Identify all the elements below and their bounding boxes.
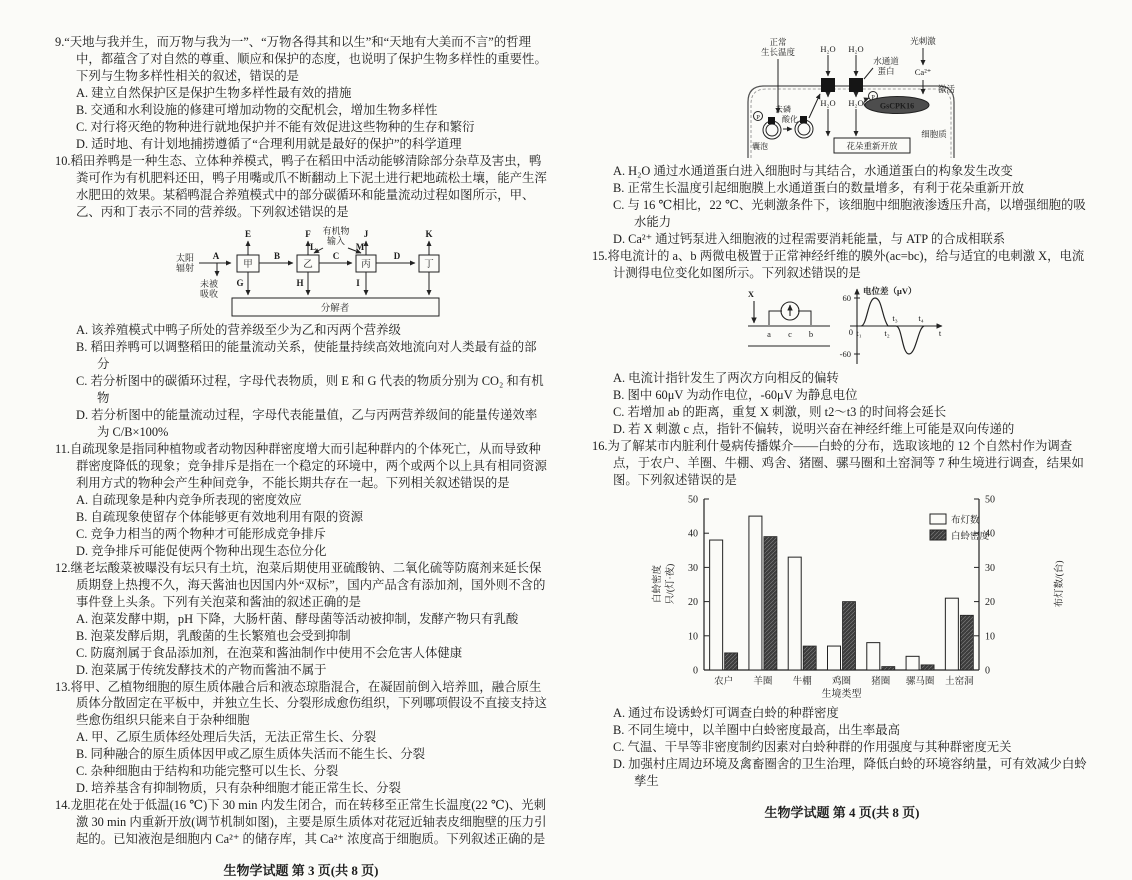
question-14-option-d: D. Ca²⁺ 通过钙泵进入细胞液的过程需要消耗能量，与 ATP 的合成相联系: [613, 231, 1006, 246]
svg-text:0: 0: [693, 665, 698, 677]
question-11: [55, 441, 547, 560]
activate-label: 激活: [938, 84, 956, 94]
arrow-label-L: L: [309, 241, 317, 252]
phosphate-icon-2: P: [871, 94, 875, 101]
decomposer-label: 分解者: [320, 303, 350, 314]
question-16-option-c: C. 气温、干旱等非密度制约因素对白蛉种群的作用强度与其种群密度无关: [613, 739, 1012, 754]
question-9-option-c: C. 对行将灭绝的物种进行就地保护并不能有效促进这些物种的生存和繁衍: [76, 119, 475, 134]
h2o-label-bottom-2: H₂O: [848, 98, 864, 108]
t4-label: t₄: [918, 312, 924, 323]
arrow-label-M: M: [355, 241, 365, 252]
question-9-option-d: D. 适时地、有计划地捕捞遵循了“合理利用就是最好的保护”的科学道理: [76, 136, 462, 151]
h2o-label-bottom-1: H₂O: [820, 98, 836, 108]
dephosphorylation-label-2: 酸化: [782, 115, 798, 124]
arrow-label-C: C: [332, 250, 340, 261]
question-9: [55, 34, 547, 153]
question-14: [55, 797, 547, 848]
question-10-stem: 10.稻田养鸭是一种生态、立体种养模式，鸭子在稻田中活动能够清除部分杂草及害虫，鸭粪可作为有机肥料还田，鸭子用嘴或爪不断翻动上下泥土进行耙地疏松土壤，能产生浑水肥田的效果。某稻鸭混合养殖模式中的部分碳循环和能量流动过程如图所示，甲、乙、丙和丁表示不同的营养级。下列叙述错误的是: [55, 153, 547, 219]
question-14-option-c: C. 与 16 ℃相比，22 ℃、光刺激条件下，该细胞中细胞液渗透压升高，以增强细胞的吸水能力: [613, 197, 1086, 229]
tick-neg-60: -60: [839, 348, 851, 359]
phosphate-icon-1: P: [756, 114, 760, 121]
t-axis-label: t: [938, 327, 942, 338]
potential-graph: [850, 289, 942, 364]
trophic-box-3-label: 丙: [361, 259, 371, 270]
arrow-label-B: B: [273, 250, 281, 261]
question-12-option-c: C. 防腐剂属于食品添加剂，在泡菜和酱油制作中使用不会危害人体健康: [76, 645, 463, 660]
question-16-stem: 16.为了解某市内脏利什曼病传播媒介——白蛉的分布，选取该地的 12 个自然村作为调查点，于农户、羊圈、牛棚、鸡舍、猪圈、骡马圈和土窑洞等 7 种生境进行调查，结果如图。下列叙述错误的是: [592, 438, 1084, 487]
svg-text:农户: 农户: [714, 676, 734, 687]
exam-page-4: [592, 34, 1092, 822]
t3-label: t₃: [892, 312, 898, 323]
energy-flow-diagram: [167, 224, 457, 320]
question-15-option-b: B. 图中 60μV 为动作电位，-60μV 为静息电位: [613, 387, 858, 402]
question-12-stem: 12.继老坛酸菜被曝没有坛只有土坑，泡菜后期使用亚硫酸钠、二氧化硫等防腐剂来延长保质期登上热搜不久，海天酱油也因国内外“双标”，国内产品含有添加剂，国外则不含的事件登上头条。下列有关泡菜和酱油的叙述正确的是: [55, 560, 546, 609]
solar-label-2: 辐射: [175, 262, 195, 273]
arrow-label-J: J: [363, 228, 369, 239]
svg-text:布灯数: 布灯数: [951, 515, 980, 526]
trophic-box-1-label: 甲: [243, 259, 253, 270]
page-3-footer: 生物学试题 第 3 页(共 8 页): [223, 863, 379, 879]
tick-0: 0: [848, 326, 853, 337]
cytoplasm-label: 细胞质: [921, 129, 947, 139]
question-10-option-b: B. 稻田养鸭可以调整稻田的能量流动关系，使能量持续高效地流向对人类最有益的部分: [76, 339, 537, 371]
nerve-fiber: [748, 301, 830, 346]
organic-input-label-1: 有机物: [322, 225, 350, 236]
question-11-option-a: A. 自疏现象是种内竞争所表现的密度效应: [76, 492, 302, 507]
question-12: [55, 560, 547, 679]
svg-text:猪圈: 猪圈: [871, 676, 891, 687]
arrow-label-F: F: [305, 228, 311, 239]
t2-label: t₂: [884, 327, 890, 338]
question-13-option-b: B. 同种融合的原生质体因甲或乙原生质体失活而不能生长、分裂: [76, 747, 426, 762]
question-11-stem: 11.自疏现象是指同种植物或者动物因种群密度增大而引起种群内的个体死亡，从而导致种群密度降低的现象；竞争排斥是指在一个稳定的环境中，两个或两个以上具有相同资源利用方式的物种会产生种间竞争，不能长期共存在一起。下列相关叙述错误的是: [55, 441, 547, 490]
aquaporin-label-1: 水通道: [873, 56, 899, 66]
question-13-option-c: C. 杂种细胞由于结构和功能完整可以生长、分裂: [76, 764, 339, 779]
vesicle-label: 囊泡: [752, 142, 768, 151]
question-10-option-d: D. 若分析图中的能量流动过程，字母代表能量值，乙与丙两营养级间的能量传递效率为 C/B×100%: [76, 407, 538, 439]
question-13: [55, 679, 547, 798]
calcium-label: Ca²⁺: [914, 67, 932, 77]
svg-text:30: 30: [688, 562, 698, 574]
svg-text:羊圈: 羊圈: [753, 676, 773, 687]
trophic-box-4-label: 丁: [424, 259, 434, 270]
light-stimulus-label: 光刺激: [910, 36, 936, 46]
svg-text:50: 50: [688, 494, 698, 506]
aquaporin-label-2: 蛋白: [877, 66, 895, 76]
question-16: [592, 438, 1092, 790]
unabsorbed-label-2: 吸收: [199, 288, 219, 299]
sandfly-bar-chart: [642, 492, 1082, 704]
solar-label-1: 太阳: [175, 252, 195, 263]
question-14-option-b: B. 正常生长温度引起细胞膜上水通道蛋白的数量增多，有利于花朵重新开放: [613, 180, 1024, 195]
nerve-potential-diagram: [642, 284, 952, 369]
stimulus-x-label: X: [747, 288, 755, 299]
question-16-option-d: D. 加强村庄周边环境及禽畜圈舍的卫生治理，降低白蛉的环境容纳量，可有效减少白蛉孳生: [613, 756, 1087, 788]
svg-text:20: 20: [688, 596, 698, 608]
organic-input-label-2: 输入: [326, 235, 346, 246]
question-15-stem: 15.将电流计的 a、b 两微电极置于正常神经纤维的膜外(ac=bc)，给与适宜的电刺激 X，电流计测得电位变化如图所示。下列叙述错误的是: [592, 248, 1085, 280]
aquaporin-channels: [821, 78, 863, 92]
question-14-options: [592, 163, 1092, 248]
svg-text:40: 40: [985, 528, 995, 540]
arrow-label-I: I: [356, 277, 360, 288]
question-9-stem: 9.“天地与我并生，而万物与我为一”、“万物各得其和以生”和“天地有大美而不言”的哲理中，都蕴含了对自然的尊重、顺应和保护的态度，也说明了保护生物多样性的重要性。下列与生物多样性相关的叙述，错误的是: [55, 35, 547, 83]
svg-text:只/(灯·夜): 只/(灯·夜): [666, 563, 676, 605]
question-16-option-a: A. 通过布设诱蛉灯可调查白蛉的种群密度: [613, 705, 839, 720]
t1-label: t₁: [856, 327, 862, 338]
h2o-label-top-2: H₂O: [848, 44, 864, 54]
normal-temp-label-2: 生长温度: [760, 47, 796, 57]
question-13-option-d: D. 培养基含有抑制物质，只有杂种细胞才能正常生长、分裂: [76, 781, 401, 796]
page-4-footer: 生物学试题 第 4 页(共 8 页): [764, 804, 920, 820]
unabsorbed-label-1: 未被: [199, 278, 219, 289]
question-9-option-b: B. 交通和水利设施的修建可增加动物的交配机会，增加生物多样性: [76, 102, 438, 117]
svg-text:鸡圈: 鸡圈: [831, 676, 852, 687]
svg-text:白蛉密度: 白蛉密度: [951, 531, 990, 542]
question-11-option-c: C. 竞争力相当的两个物种才可能形成竞争排斥: [76, 526, 326, 541]
arrow-label-G: G: [236, 277, 244, 288]
electrode-a-label: a: [767, 328, 771, 339]
y-axis-label: 电位差（μV）: [863, 285, 917, 296]
question-15-option-a: A. 电流计指针发生了两次方向相反的偏转: [613, 370, 839, 385]
trophic-box-2-label: 乙: [303, 259, 313, 270]
svg-text:牛棚: 牛棚: [792, 676, 812, 687]
arrow-label-A: A: [212, 250, 220, 261]
svg-text:10: 10: [688, 631, 698, 643]
question-10-option-a: A. 该养殖模式中鸭子所处的营养级至少为乙和丙两个营养级: [76, 322, 401, 337]
h2o-label-top-1: H₂O: [820, 44, 836, 54]
question-16-option-b: B. 不同生境中，以羊圈中白蛉密度最高，出生率最高: [613, 722, 901, 737]
kinase-label: GsCPK16: [879, 101, 915, 111]
question-11-option-b: B. 自疏现象使留存个体能够更有效地利用有限的资源: [76, 509, 364, 524]
question-12-option-d: D. 泡菜属于传统发酵技术的产物而酱油不属于: [76, 662, 327, 677]
point-c-label: c: [788, 328, 792, 339]
arrow-label-H: H: [296, 277, 304, 288]
svg-text:生境类型: 生境类型: [821, 688, 862, 700]
electrode-b-label: b: [808, 328, 814, 339]
flower-reopen-label: 花朵重新开放: [846, 141, 898, 151]
arrow-label-E: E: [244, 228, 252, 239]
svg-text:布灯数/(台): 布灯数/(台): [1055, 560, 1065, 608]
svg-text:10: 10: [985, 631, 995, 643]
svg-text:30: 30: [985, 562, 995, 574]
arrow-label-K: K: [425, 228, 433, 239]
arrow-label-D: D: [393, 250, 401, 261]
exam-page-3: [55, 34, 547, 880]
svg-text:40: 40: [688, 528, 698, 540]
svg-text:骡马圈: 骡马圈: [905, 676, 935, 687]
flower-cell-regulation-diagram: [742, 34, 1002, 158]
question-15-option-d: D. 若 X 刺激 c 点，指针不偏转，说明兴奋在神经纤维上可能是双向传递的: [613, 421, 1015, 436]
svg-text:土窑洞: 土窑洞: [945, 676, 974, 687]
question-10: [55, 153, 547, 441]
svg-text:50: 50: [985, 494, 995, 506]
svg-text:白蛉密度: 白蛉密度: [653, 564, 663, 603]
question-15-option-c: C. 若增加 ab 的距离，重复 X 刺激，则 t2～t3 的时间将会延长: [613, 404, 947, 419]
question-14-option-a: A. H₂O 通过水通道蛋白进入细胞时与其结合，水通道蛋白的构象发生改变: [613, 164, 1013, 178]
dephosphorylation-label-1: 去磷: [775, 105, 791, 114]
question-12-option-a: A. 泡菜发酵中期，pH 下降，大肠杆菌、酵母菌等活动被抑制，发酵产物只有乳酸: [76, 611, 519, 626]
svg-text:20: 20: [985, 596, 995, 608]
question-11-option-d: D. 竞争排斥可能促使两个物种出现生态位分化: [76, 543, 327, 558]
question-12-option-b: B. 泡菜发酵后期，乳酸菌的生长繁殖也会受到抑制: [76, 628, 351, 643]
question-10-option-c: C. 若分析图中的碳循环过程，字母代表物质，则 E 和 G 代表的物质分别为 CO₂ 和有机物: [76, 373, 544, 405]
question-13-option-a: A. 甲、乙原生质体经处理后失活，无法正常生长、分裂: [76, 730, 377, 745]
normal-temp-label-1: 正常: [769, 37, 787, 47]
tick-60: 60: [842, 292, 851, 303]
question-9-option-a: A. 建立自然保护区是保护生物多样性最有效的措施: [76, 85, 352, 100]
water-flow-arrows: [828, 55, 856, 136]
svg-text:0: 0: [985, 665, 990, 677]
question-13-stem: 13.将甲、乙植物细胞的原生质体融合后和液态琼脂混合，在凝固前倒入培养皿，融合原生质体分散固定在平板中，并独立生长、分裂形成愈伤组织，下列哪项假设不直接支持这些愈伤组织只能来自于杂种细胞: [55, 679, 547, 728]
question-15: [592, 248, 1092, 438]
question-14-stem: 14.龙胆花在处于低温(16 ℃)下 30 min 内发生闭合，而在转移至正常生长温度(22 ℃)、光刺激 30 min 内重新开放(调节机制如图)，主要是原生质体对花冠近轴表皮细胞壁的压力引起的。已知液泡是细胞内 Ca²⁺ 的储存库，其 Ca²⁺ 浓度高于细胞质。下列叙述正确的是: [55, 798, 547, 847]
